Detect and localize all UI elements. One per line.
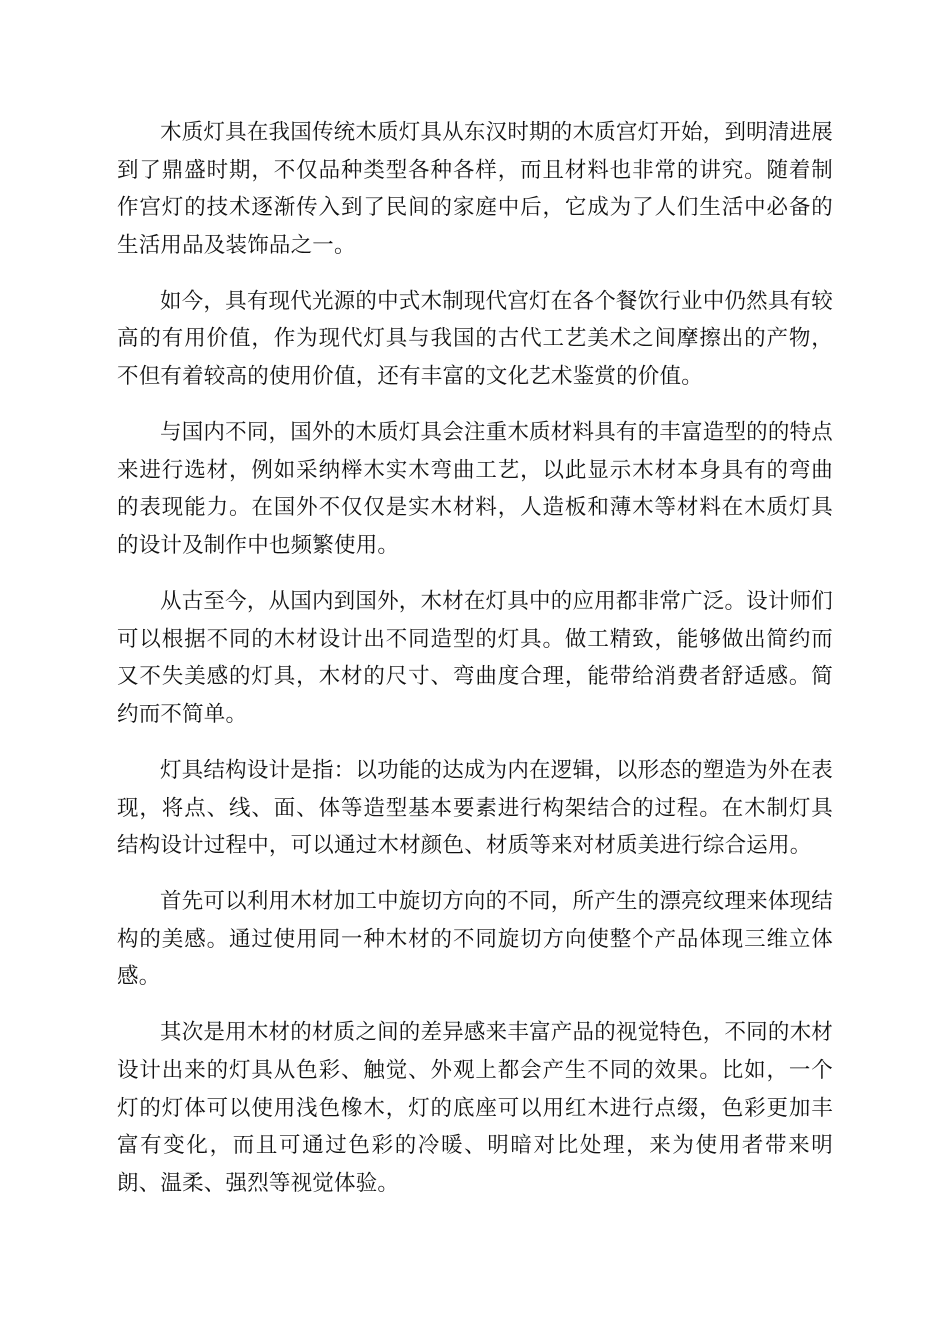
paragraph-4: 从古至今，从国内到国外，木材在灯具中的应用都非常广泛。设计师们可以根据不同的木材设计出不同造型的灯具。做工精致，能够做出简约而又不失美感的灯具，木材的尺寸、弯曲度合理，能带给消费者舒适感。简约而不简单。 xyxy=(117,589,833,727)
paragraph-2: 如今，具有现代光源的中式木制现代宫灯在各个餐饮行业中仍然具有较高的有用价值，作为现代灯具与我国的古代工艺美术之间摩擦出的产物，不但有着较高的使用价值，还有丰富的文化艺术鉴赏的价值。 xyxy=(117,288,833,390)
paragraph-6: 首先可以利用木材加工中旋切方向的不同，所产生的漂亮纹理来体现结构的美感。通过使用同一种木材的不同旋切方向使整个产品体现三维立体感。 xyxy=(117,889,833,990)
document-page xyxy=(117,114,833,1221)
paragraph-1: 木质灯具在我国传统木质灯具从东汉时期的木质宫灯开始，到明清进展到了鼎盛时期，不仅品种类型各种各样，而且材料也非常的讲究。随着制作宫灯的技术逐渐传入到了民间的家庭中后，它成为了人们生活中必备的生活用品及装饰品之一。 xyxy=(117,120,833,258)
paragraph-7: 其次是用木材的材质之间的差异感来丰富产品的视觉特色，不同的木材设计出来的灯具从色彩、触觉、外观上都会产生不同的效果。比如，一个灯的灯体可以使用浅色橡木，灯的底座可以用红木进行点缀，色彩更加丰富有变化，而且可通过色彩的冷暖、明暗对比处理，来为使用者带来明朗、温柔、强烈等视觉体验。 xyxy=(117,1020,833,1196)
paragraph-5: 灯具结构设计是指：以功能的达成为内在逻辑，以形态的塑造为外在表现，将点、线、面、体等造型基本要素进行构架结合的过程。在木制灯具结构设计过程中，可以通过木材颜色、材质等来对材质美进行综合运用。 xyxy=(117,757,833,859)
paragraph-3: 与国内不同，国外的木质灯具会注重木质材料具有的丰富造型的的特点来进行选材，例如采纳榉木实木弯曲工艺，以此显示木材本身具有的弯曲的表现能力。在国外不仅仅是实木材料，人造板和薄木等材料在木质灯具的设计及制作中也频繁使用。 xyxy=(117,420,833,558)
